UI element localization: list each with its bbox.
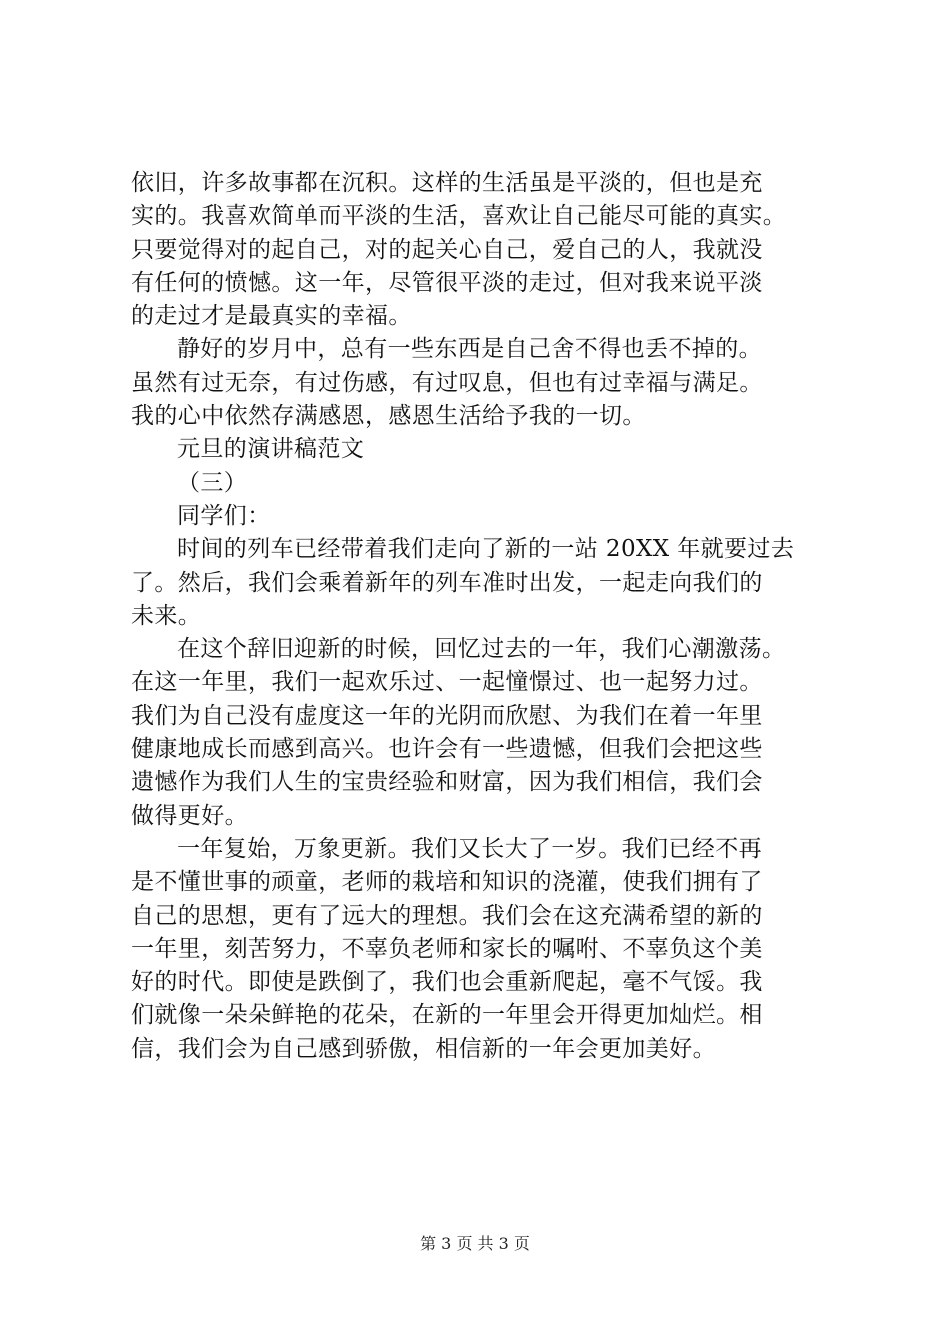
- text-line: 实的。我喜欢简单而平淡的生活，喜欢让自己能尽可能的真实。: [131, 203, 787, 230]
- text-line: 有任何的愤憾。这一年，尽管很平淡的走过，但对我来说平淡: [131, 269, 763, 296]
- text-line: 了。然后，我们会乘着新年的列车准时出发，一起走向我们的: [131, 569, 763, 596]
- text-line: 们就像一朵朵鲜艳的花朵，在新的一年里会开得更加灿烂。相: [131, 1002, 763, 1029]
- text-line: 自己的思想，更有了远大的理想。我们会在这充满希望的新的: [131, 902, 763, 929]
- section-number: （三）: [177, 469, 248, 496]
- text-line: 的走过才是最真实的幸福。: [131, 303, 412, 330]
- text-line: 我们为自己没有虚度这一年的光阴而欣慰、为我们在着一年里: [131, 702, 763, 729]
- text-line: 依旧，许多故事都在沉积。这样的生活虽是平淡的，但也是充: [131, 170, 763, 196]
- text-line: 只要觉得对的起自己，对的起关心自己，爱自己的人，我就没: [131, 236, 763, 263]
- salutation: 同学们：: [177, 502, 271, 529]
- paragraph-first-line: 一年复始，万象更新。我们又长大了一岁。我们已经不再: [177, 835, 762, 862]
- paragraph-first-line: 静好的岁月中，总有一些东西是自己舍不得也丢不掉的。: [177, 336, 762, 363]
- text-line: 做得更好。: [131, 802, 248, 829]
- text-line: 好的时代。即使是跌倒了，我们也会重新爬起，毫不气馁。我: [131, 969, 763, 996]
- text-line: 未来。: [131, 602, 202, 629]
- text-line: 信，我们会为自己感到骄傲，相信新的一年会更加美好。: [131, 1035, 716, 1062]
- text-line: 遗憾作为我们人生的宝贵经验和财富，因为我们相信，我们会: [131, 769, 763, 796]
- text-line: 是不懂世事的顽童，老师的栽培和知识的浇灌，使我们拥有了: [131, 869, 763, 896]
- document-body: [131, 167, 851, 1066]
- text-line: 一年里，刻苦努力，不辜负老师和家长的嘱咐、不辜负这个美: [131, 935, 763, 962]
- paragraph-first-line: 在这个辞旧迎新的时候，回忆过去的一年，我们心潮激荡。: [177, 636, 786, 663]
- text-line: 健康地成长而感到高兴。也许会有一些遗憾，但我们会把这些: [131, 736, 763, 763]
- section-title: 元旦的演讲稿范文: [177, 436, 365, 463]
- text-line: 在这一年里，我们一起欢乐过、一起憧憬过、也一起努力过。: [131, 669, 763, 696]
- paragraph-first-line: 时间的列车已经带着我们走向了新的一站 20XX 年就要过去: [177, 536, 795, 563]
- text-line: 我的心中依然存满感恩，感恩生活给予我的一切。: [131, 403, 646, 430]
- text-line: 虽然有过无奈，有过伤感，有过叹息，但也有过幸福与满足。: [131, 369, 763, 396]
- page-footer: 第 3 页 共 3 页: [420, 1234, 530, 1253]
